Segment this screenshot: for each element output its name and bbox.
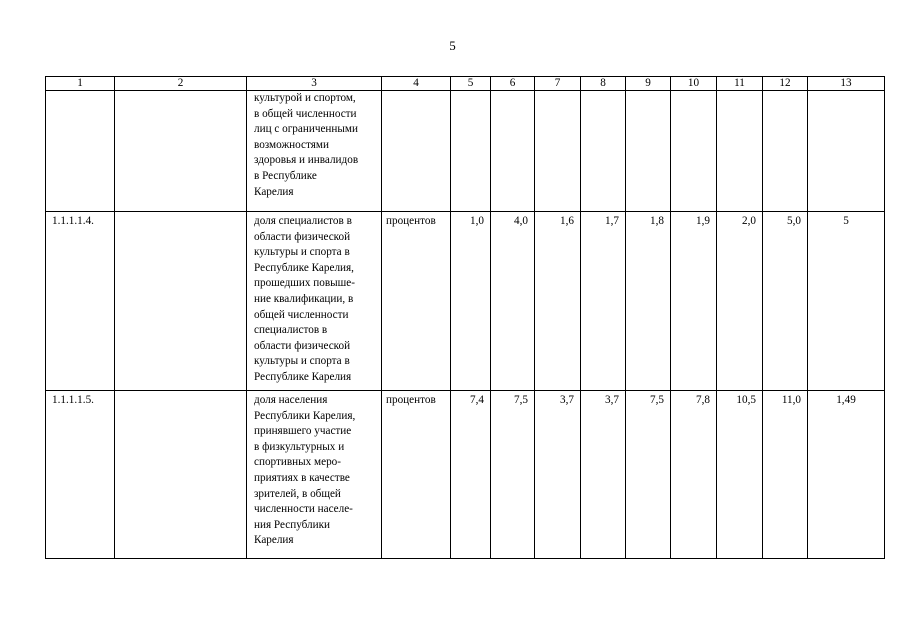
description-line: культуры и спорта в bbox=[254, 246, 350, 259]
table-row bbox=[46, 91, 885, 212]
value-cell-col-13: 5 bbox=[808, 212, 885, 391]
description-line: области физической bbox=[254, 339, 351, 352]
value-cell-col-9 bbox=[626, 91, 671, 212]
value-cell-col-5: 1,0 bbox=[451, 212, 491, 391]
value-cell-col-10: 7,8 bbox=[671, 391, 717, 559]
column-header-7: 7 bbox=[535, 77, 581, 91]
description-line: культурой и спортом, bbox=[254, 92, 356, 104]
value-cell-col-6: 4,0 bbox=[491, 212, 535, 391]
column-header-1: 1 bbox=[46, 77, 115, 91]
indicator-code-cell bbox=[46, 91, 115, 212]
value-cell-col-6: 7,5 bbox=[491, 391, 535, 559]
value-cell-col-13 bbox=[808, 91, 885, 212]
header-row bbox=[46, 77, 885, 91]
indicator-description-cell bbox=[247, 212, 382, 391]
description-line: прошедших повыше- bbox=[254, 277, 355, 290]
value-cell-col-5 bbox=[451, 91, 491, 212]
value-cell-col-7: 1,6 bbox=[535, 212, 581, 391]
description-line: Республике Карелия, bbox=[254, 261, 354, 274]
page-number: 5 bbox=[449, 38, 456, 53]
indicators-table bbox=[45, 76, 885, 559]
value-cell-col-9: 7,5 bbox=[626, 391, 671, 559]
value-cell-col-12 bbox=[763, 91, 808, 212]
value-cell-col-13: 1,49 bbox=[808, 391, 885, 559]
value-cell-col-8: 1,7 bbox=[581, 212, 626, 391]
indicator-code-cell: 1.1.1.1.5. bbox=[46, 391, 115, 559]
value-cell-col-8: 3,7 bbox=[581, 391, 626, 559]
indicator-description-cell bbox=[247, 91, 382, 212]
description-line: зрителей, в общей bbox=[254, 487, 341, 500]
column-header-13: 13 bbox=[808, 77, 885, 91]
description-line: доля населения bbox=[254, 394, 328, 406]
value-cell-col-9: 1,8 bbox=[626, 212, 671, 391]
description-line: общей численности bbox=[254, 308, 349, 321]
description-line: в физкультурных и bbox=[254, 440, 345, 453]
unit-cell: процентов bbox=[382, 391, 451, 559]
value-cell-col-11: 10,5 bbox=[717, 391, 763, 559]
value-cell-col-5: 7,4 bbox=[451, 391, 491, 559]
column-2-cell bbox=[115, 391, 247, 559]
description-line: численности населе- bbox=[254, 503, 353, 516]
description-line: Республики Карелия, bbox=[254, 409, 356, 422]
description-line: специалистов в bbox=[254, 324, 328, 337]
description-line: спортивных меро- bbox=[254, 456, 342, 469]
value-cell-col-7: 3,7 bbox=[535, 391, 581, 559]
description-line: области физической bbox=[254, 230, 351, 243]
description-line: в Республике bbox=[254, 169, 317, 182]
indicator-description-cell bbox=[247, 391, 382, 559]
description-line: доля специалистов в bbox=[254, 215, 352, 227]
description-line: в общей численности bbox=[254, 107, 357, 120]
value-cell-col-12: 5,0 bbox=[763, 212, 808, 391]
description-line: лиц с ограниченными bbox=[254, 123, 358, 136]
unit-cell bbox=[382, 91, 451, 212]
value-cell-col-7 bbox=[535, 91, 581, 212]
column-header-4: 4 bbox=[382, 77, 451, 91]
value-cell-col-12: 11,0 bbox=[763, 391, 808, 559]
column-header-2: 2 bbox=[115, 77, 247, 91]
description-line: возможностями bbox=[254, 138, 329, 151]
description-line: Карелия bbox=[254, 534, 294, 547]
description-line: Карелия bbox=[254, 185, 294, 198]
description-line: ние квалификации, в bbox=[254, 292, 354, 305]
description-line: культуры и спорта в bbox=[254, 355, 350, 368]
column-header-11: 11 bbox=[717, 77, 763, 91]
column-header-10: 10 bbox=[671, 77, 717, 91]
column-2-cell bbox=[115, 91, 247, 212]
table-row bbox=[46, 391, 885, 559]
description-line: приятиях в качестве bbox=[254, 471, 350, 484]
column-header-8: 8 bbox=[581, 77, 626, 91]
description-line: здоровья и инвалидов bbox=[254, 154, 359, 167]
column-header-9: 9 bbox=[626, 77, 671, 91]
column-header-12: 12 bbox=[763, 77, 808, 91]
value-cell-col-8 bbox=[581, 91, 626, 212]
description-line: ния Республики bbox=[254, 518, 331, 531]
column-header-5: 5 bbox=[451, 77, 491, 91]
description-line: Республике Карелия bbox=[254, 370, 352, 383]
value-cell-col-11 bbox=[717, 91, 763, 212]
indicator-code-cell: 1.1.1.1.4. bbox=[46, 212, 115, 391]
description-line: принявшего участие bbox=[254, 425, 352, 438]
value-cell-col-6 bbox=[491, 91, 535, 212]
value-cell-col-11: 2,0 bbox=[717, 212, 763, 391]
table-row bbox=[46, 212, 885, 391]
unit-cell: процентов bbox=[382, 212, 451, 391]
column-header-3: 3 bbox=[247, 77, 382, 91]
value-cell-col-10: 1,9 bbox=[671, 212, 717, 391]
column-header-6: 6 bbox=[491, 77, 535, 91]
column-2-cell bbox=[115, 212, 247, 391]
value-cell-col-10 bbox=[671, 91, 717, 212]
